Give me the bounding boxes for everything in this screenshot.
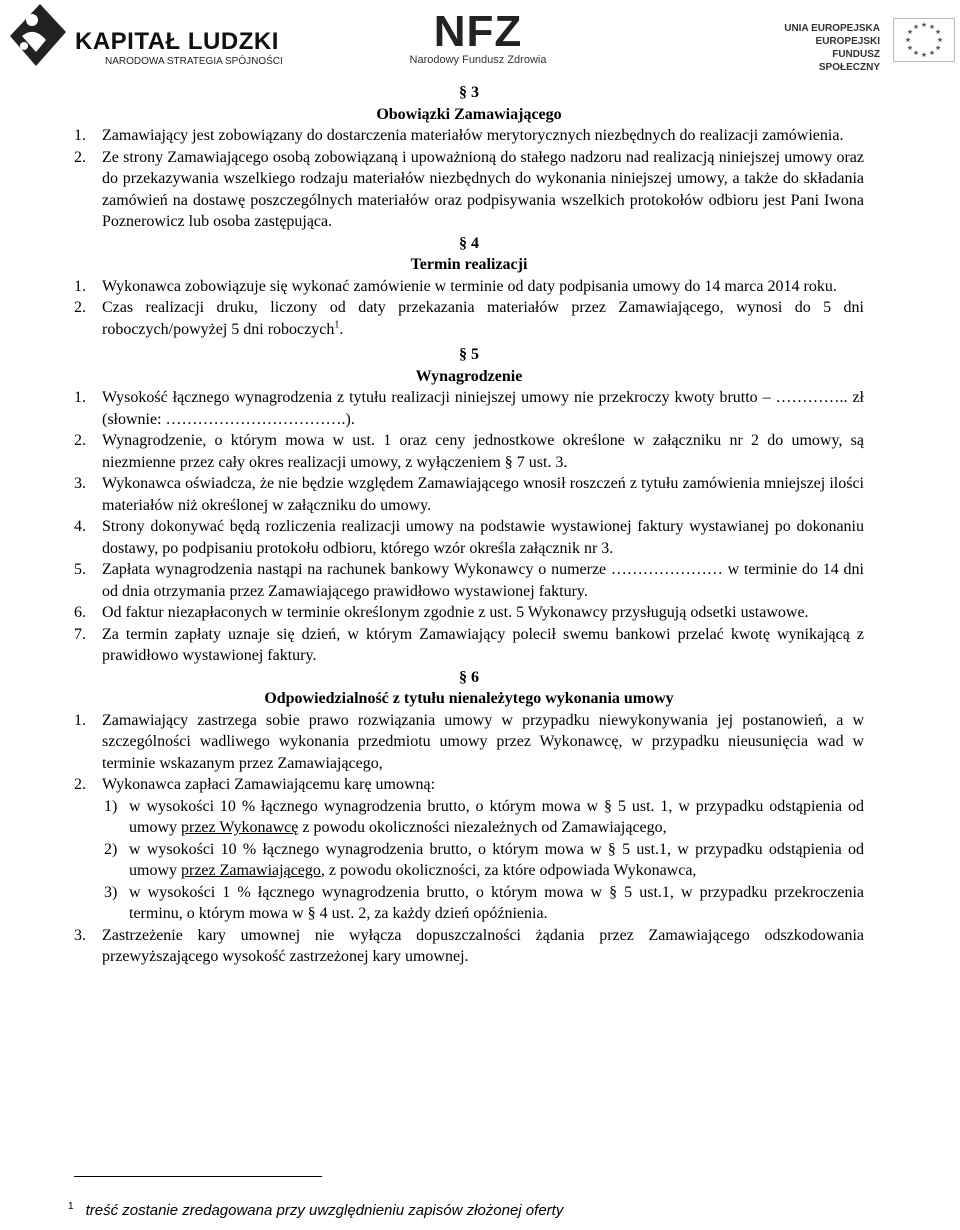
sub-text-a: w wysokości 10 % łącznego wynagrodzenia brutto, o którym mowa w § 5 ust. 1, w przypadku odstąpienia od umowy bbox=[129, 797, 864, 836]
list-item bbox=[74, 430, 864, 473]
list-item bbox=[74, 624, 864, 667]
ue-line2: EUROPEJSKI bbox=[815, 36, 880, 47]
section-title: Obowiązki Zamawiającego bbox=[376, 105, 562, 123]
list-item bbox=[74, 125, 864, 147]
kl-subtitle: NARODOWA STRATEGIA SPÓJNOŚCI bbox=[105, 56, 283, 67]
kapital-ludzki-emblem-icon bbox=[6, 2, 68, 68]
ue-logo bbox=[745, 18, 955, 73]
item-number: 2. bbox=[74, 148, 86, 166]
section-title: Odpowiedzialność z tytułu nienależytego wykonania umowy bbox=[264, 690, 674, 707]
sub-item-text bbox=[129, 839, 864, 882]
item-number: 3. bbox=[74, 926, 86, 944]
sub-item-number: 2) bbox=[104, 840, 118, 858]
item-text: Strony dokonywać będą rozliczenia realizacji umowy na podstawie wystawionej faktury wystawianej po dokonaniu dostawy, po podpisaniu protokołu odbioru, którego wzór określa załącznik nr 3. bbox=[102, 518, 864, 557]
item-text: Wykonawca oświadcza, że nie będzie względem Zamawiającego wnosił roszczeń z tytułu zamówienia mniejszej ilości materiałów niż określonej w załączniku do umowy. bbox=[102, 475, 864, 514]
svg-text:★: ★ bbox=[904, 36, 912, 44]
svg-text:★: ★ bbox=[906, 28, 914, 36]
list-item bbox=[74, 297, 864, 340]
item-text: Wynagrodzenie, o którym mowa w ust. 1 oraz ceny jednostkowe określone w załączniku nr 2 do umowy, są niezmienne przez cały okres realizacji umowy, z wyłączeniem § 7 ust. 3. bbox=[102, 432, 864, 471]
list-item bbox=[74, 473, 864, 516]
item-number: 4. bbox=[74, 518, 86, 535]
svg-text:★: ★ bbox=[906, 44, 914, 52]
item-number: 3. bbox=[74, 475, 86, 492]
section-mark: § 3 bbox=[459, 84, 479, 101]
footnote-number: 1 bbox=[68, 1201, 74, 1212]
item-text: Od faktur niezapłaconych w terminie określonym zgodnie z ust. 5 Wykonawcy przysługują odsetki ustawowe. bbox=[102, 604, 809, 621]
sub-text-b: , z powodu okoliczności, za które odpowiada Wykonawca, bbox=[320, 862, 697, 879]
footnote-ref: 1 bbox=[334, 319, 340, 331]
section-title: Wynagrodzenie bbox=[415, 367, 523, 385]
nfz-mark: NFZ bbox=[433, 7, 523, 56]
nfz-logo bbox=[403, 7, 553, 72]
sub-item-number: 1) bbox=[104, 797, 118, 815]
section-mark: § 5 bbox=[459, 346, 479, 363]
ue-text bbox=[775, 22, 880, 74]
sub-item-number: 3) bbox=[104, 883, 118, 901]
item-text bbox=[102, 297, 864, 340]
underlined-text: przez Zamawiającego bbox=[181, 862, 321, 879]
item-text-end: . bbox=[339, 320, 344, 338]
sub-item bbox=[74, 839, 864, 882]
sub-item-text: w wysokości 1 % łącznego wynagrodzenia brutto, o którym mowa w § 5 ust.1, w przypadku przekroczenia terminu, o którym mowa w § 4 ust. 2, za każdy dzień opóźnienia. bbox=[129, 883, 864, 922]
item-text: Wykonawca zapłaci Zamawiającemu karę umowną: bbox=[102, 776, 436, 793]
sub-text-b: z powodu okoliczności niezależnych od Zamawiającego, bbox=[298, 819, 667, 836]
section-title: Termin realizacji bbox=[410, 256, 528, 273]
list-item bbox=[74, 710, 864, 775]
item-number: 6. bbox=[74, 604, 86, 621]
item-number: 2. bbox=[74, 776, 86, 793]
list-item bbox=[74, 602, 864, 624]
document-body bbox=[74, 82, 864, 968]
item-text: Wysokość łącznego wynagrodzenia z tytułu realizacji niniejszej umowy nie przekroczy kwoty brutto – ………….. zł (słownie: …………………………….). bbox=[102, 389, 864, 428]
item-number: 1. bbox=[74, 711, 86, 729]
item-number: 1. bbox=[74, 277, 86, 295]
svg-text:★: ★ bbox=[928, 23, 936, 31]
item-text: Zamawiający zastrzega sobie prawo rozwiązania umowy w przypadku niewykonywania jej postanowień, a w szczególności wadliwego wykonania przedmiotu umowy przez Wykonawcę, w przypadku nieusunięcia wad w terminie wskazanym przez Zamawiającego, bbox=[102, 711, 864, 772]
svg-text:★: ★ bbox=[920, 21, 928, 29]
item-number: 7. bbox=[74, 625, 86, 643]
svg-text:★: ★ bbox=[934, 28, 942, 36]
item-number: 1. bbox=[74, 127, 86, 144]
item-number: 1. bbox=[74, 389, 86, 406]
footnote-text: treść zostanie zredagowana przy uwzględnieniu zapisów złożonej oferty bbox=[85, 1202, 564, 1219]
svg-text:★: ★ bbox=[920, 51, 928, 59]
item-text: Zamawiający jest zobowiązany do dostarczenia materiałów merytorycznych niezbędnych do realizacji zamówienia. bbox=[102, 127, 844, 144]
svg-text:★: ★ bbox=[934, 44, 942, 52]
svg-text:★: ★ bbox=[928, 49, 936, 57]
svg-text:★: ★ bbox=[936, 36, 944, 44]
eu-flag-icon bbox=[893, 18, 955, 62]
sub-item bbox=[74, 796, 864, 839]
kapital-ludzki-logo bbox=[6, 2, 283, 72]
item-text-main: Czas realizacji druku, liczony od daty przekazania materiałów przez Zamawiającego, wynosi do 5 dni roboczych/powyżej 5 dni roboczych bbox=[102, 299, 864, 338]
footnote bbox=[68, 1202, 563, 1219]
item-number: 2. bbox=[74, 432, 86, 449]
list-item bbox=[74, 925, 864, 968]
list-item bbox=[74, 774, 864, 796]
section-mark: § 6 bbox=[459, 668, 479, 686]
ue-line3: FUNDUSZ SPOŁECZNY bbox=[818, 49, 880, 73]
item-text: Zastrzeżenie kary umownej nie wyłącza dopuszczalności żądania przez Zamawiającego odszkodowania przewyższającego wysokość zastrzeżonej kary umownej. bbox=[102, 926, 864, 965]
sub-item-text bbox=[129, 796, 864, 839]
item-number: 2. bbox=[74, 299, 86, 316]
page-header bbox=[0, 0, 960, 80]
item-text: Za termin zapłaty uznaje się dzień, w którym Zamawiający polecił swemu bankowi przelać kwotę wynikającą z prawidłowo wystawionej faktury. bbox=[102, 625, 864, 664]
list-item bbox=[74, 559, 864, 602]
list-item bbox=[74, 387, 864, 430]
list-item bbox=[74, 516, 864, 559]
footnote-separator bbox=[74, 1176, 322, 1177]
item-text: Zapłata wynagrodzenia nastąpi na rachunek bankowy Wykonawcy o numerze ………………… w terminie do 14 dni od dnia otrzymania przez Zamawiającego prawidłowo wystawionej faktury. bbox=[102, 561, 864, 600]
sub-item bbox=[74, 882, 864, 925]
ue-line1: UNIA EUROPEJSKA bbox=[784, 23, 880, 34]
svg-text:★: ★ bbox=[912, 49, 920, 57]
underlined-text: przez Wykonawcę bbox=[181, 819, 299, 836]
nfz-name: Narodowy Fundusz Zdrowia bbox=[409, 54, 547, 66]
section-mark: § 4 bbox=[459, 234, 479, 252]
list-item bbox=[74, 276, 864, 298]
item-text: Ze strony Zamawiającego osobą zobowiązaną i upoważnioną do stałego nadzoru nad realizacją niniejszej umowy oraz do przekazywania wszelkiego rodzaju materiałów niezbędnych do wykonania niniejszej umowy, a także do składania zamówień na dostawę poszczególnych materiałów oraz podpisywania wszelkich protokołów odbioru jest Pani Iwona Poznerowicz lub osoba zastępująca. bbox=[102, 148, 864, 230]
list-item bbox=[74, 147, 864, 233]
kl-title: KAPITAŁ LUDZKI bbox=[75, 28, 279, 55]
svg-text:★: ★ bbox=[912, 23, 920, 31]
item-number: 5. bbox=[74, 561, 86, 578]
sub-text-a: w wysokości 10 % łącznego wynagrodzenia brutto, o którym mowa w § 5 ust.1, w przypadku odstąpienia od umowy bbox=[129, 840, 864, 879]
item-text: Wykonawca zobowiązuje się wykonać zamówienie w terminie od daty podpisania umowy do 14 marca 2014 roku. bbox=[102, 277, 837, 295]
